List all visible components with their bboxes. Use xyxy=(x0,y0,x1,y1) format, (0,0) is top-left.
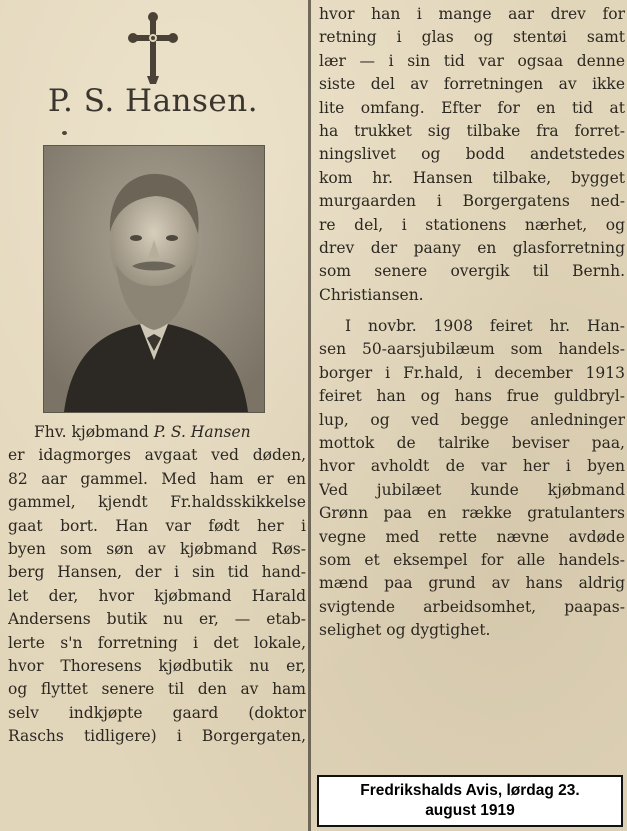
text-line: lær — i sin tid var ogsaa denne xyxy=(319,51,625,70)
text-line: ningslivet og bodd andetstedes xyxy=(319,145,625,164)
text-line: gaat bort. Han var født her i xyxy=(8,516,306,535)
right-column xyxy=(316,0,627,831)
right-column-text xyxy=(319,3,625,643)
text-line: let der, hvor kjøbmand Harald xyxy=(8,586,306,605)
text-line: er idagmorges avgaat ved døden, xyxy=(8,446,306,465)
text-line: berg Hansen, der i sin tid hand- xyxy=(8,563,306,582)
caption-line: Fredrikshalds Avis, lørdag 23. xyxy=(360,782,580,799)
text-line: retning i glas og stentøi samt xyxy=(319,28,625,47)
text-line: kom hr. Hansen tilbake, bygget xyxy=(319,168,625,187)
text-line: mænd paa grund av hans aldrig xyxy=(319,574,625,593)
text-line: gammel, kjendt Fr.haldsskikkelse xyxy=(8,493,306,512)
caption-line: august 1919 xyxy=(425,802,515,819)
text-line: lup, og ved begge anledninger xyxy=(319,410,625,429)
text-line: siste del av forretningen av ikke xyxy=(319,75,625,94)
text-line: svigtende arbeidsomhet, paapas- xyxy=(319,597,625,616)
text-line: Grønn paa en række gratulanters xyxy=(319,504,625,523)
text-line: Ved jubilæet kunde kjøbmand xyxy=(319,480,625,499)
text-line: selighet og dygtighet. xyxy=(319,621,491,640)
text-line: selv indkjøpte gaard (doktor xyxy=(8,703,306,722)
text-line: lerte s'n forretning i det lokale, xyxy=(8,633,306,652)
text-line: mottok de talrike beviser paa, xyxy=(319,434,625,453)
portrait-photo xyxy=(44,146,264,412)
text-line: sen 50-aarsjubilæum som handels- xyxy=(319,340,625,359)
text-line: 82 aar gammel. Med ham er en xyxy=(8,469,306,488)
text-line: som senere overgik til Bernh. xyxy=(319,262,625,281)
column-divider xyxy=(308,0,311,831)
text-line: lite omfang. Efter for en tid at xyxy=(319,98,625,117)
source-caption xyxy=(317,775,623,827)
text-line: ha trukket sig tilbake fra forret- xyxy=(319,121,625,140)
text-line: byen som søn av kjøbmand Røs- xyxy=(8,539,306,558)
text-line: borger i Fr.hald, i december 1913 xyxy=(319,363,625,382)
text-line: drev der paany en glasforretning xyxy=(319,238,625,257)
text-line: og flyttet senere til den av ham xyxy=(8,680,306,699)
text-line: vegne med rette nævne avdøde xyxy=(319,527,625,546)
text-line: Christiansen. xyxy=(319,285,424,304)
obituary-headline: P. S. Hansen. xyxy=(47,83,259,119)
text-line: murgaarden i Borgergatens ned- xyxy=(319,192,625,211)
text-line: re del, i stationens nærhet, og xyxy=(319,215,625,234)
text-line: Andersens butik nu er, — etab- xyxy=(8,610,306,629)
cross-icon xyxy=(128,10,178,84)
text-line: feiret han og hans frue guldbryl- xyxy=(319,387,625,406)
left-column xyxy=(0,0,306,831)
text-line: Raschs tidligere) i Borgergaten, xyxy=(8,727,306,746)
print-speck xyxy=(62,131,67,135)
text-line: I novbr. 1908 feiret hr. Han- xyxy=(345,317,625,336)
text-line: hvor avholdt de var her i byen xyxy=(319,457,625,476)
left-column-text xyxy=(8,421,306,748)
text-line: hvor Thoresens kjødbutik nu er, xyxy=(8,656,306,675)
text-line: Fhv. kjøbmand P. S. Hansen xyxy=(34,423,251,441)
text-line: som et eksempel for alle handels- xyxy=(319,550,625,569)
text-line: hvor han i mange aar drev for xyxy=(319,5,625,23)
